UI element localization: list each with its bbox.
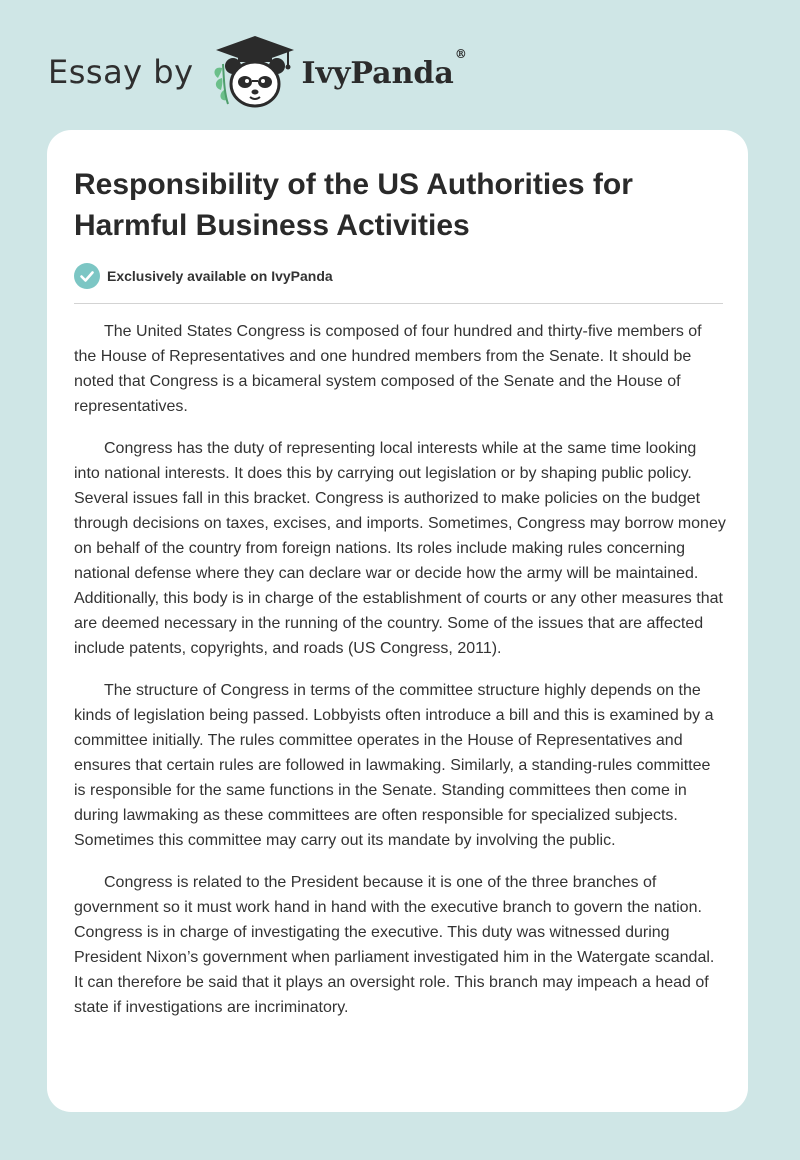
essay-body (74, 319, 726, 1037)
paragraph: The structure of Congress in terms of the committee structure highly depends on the kinds of legislation being passed. Lobbyists often introduce a bill and this is examined by a committee initially. The rules committee operates in the House of Representatives and ensures that certain rules are followed in lawmaking. Similarly, a standing-rules committee is responsible for the same functions in the Senate. Standing committees then come in during lawmaking as these committees are often responsible for specialized subjects. Sometimes this committee may carry out its mandate by involving the public. (74, 682, 714, 849)
essay-card (47, 130, 748, 1112)
exclusive-badge (74, 263, 333, 289)
check-circle-icon (74, 263, 100, 289)
registered-mark: ® (454, 46, 467, 61)
site-header (48, 34, 467, 110)
essay-title: Responsibility of the US Authorities for Harmful Business Activities (74, 168, 633, 242)
paragraph: Congress is related to the President because it is one of the three branches of government so it must work hand in hand with the executive branch to govern the nation. Congress is in charge of investigating the executive. This duty was witnessed during President Nixon’s government when parliament investigated him in the Watergate scandal. It can therefore be said that it plays an oversight role. This branch may impeach a head of state if investigations are incriminatory. (74, 874, 715, 1016)
essay-by-label: Essay by (48, 53, 194, 91)
paragraph: The United States Congress is composed of four hundred and thirty-five members of the House of Representatives and one hundred members from the Senate. It should be noted that Congress is a bicameral system composed of the Senate and the House of representatives. (74, 323, 702, 415)
brand-text: IvyPanda (301, 55, 454, 91)
ivypanda-logo-icon[interactable] (208, 34, 298, 110)
exclusive-badge-label: Exclusively available on IvyPanda (107, 268, 333, 284)
brand-name[interactable] (301, 46, 467, 91)
title-divider (74, 303, 723, 304)
paragraph: Congress has the duty of representing local interests while at the same time looking into national interests. It does this by carrying out legislation or by shaping public policy. Several issues fall in this bracket. Congress is authorized to make policies on the budget through decisions on taxes, excises, and imports. Sometimes, Congress may borrow money on behalf of the country from foreign nations. Its roles include making rules concerning national defense where they can declare war or decide how the army will be maintained. Additionally, this body is in charge of the establishment of courts or any other measures that are deemed necessary in the running of the country. Some of the issues that are affected include patents, copyrights, and roads (US Congress, 2011). (74, 440, 726, 657)
